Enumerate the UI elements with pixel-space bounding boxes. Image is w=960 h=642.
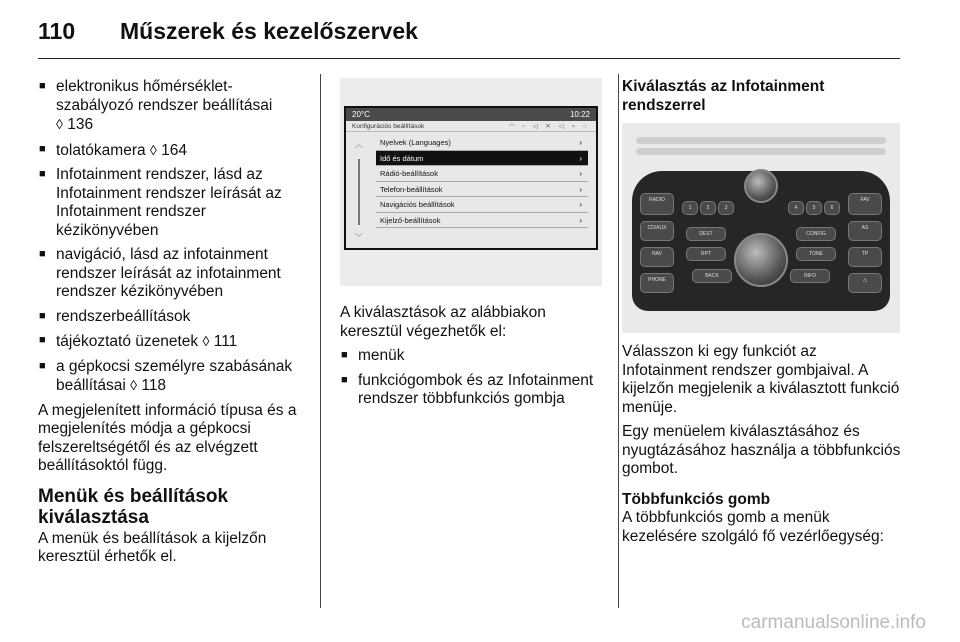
reference-arrow-icon: ◊: [130, 377, 138, 393]
rpt-button: RPT: [686, 247, 726, 261]
volume-knob: [744, 169, 778, 203]
chevron-right-icon: ›: [579, 200, 582, 209]
menu-item-languages[interactable]: Nyelvek (Languages) ›: [376, 135, 588, 151]
reference-arrow-icon: ◊: [56, 116, 63, 132]
paragraph: A menük és beállítások a kijelzőn keresztül érhetők el.: [38, 529, 267, 565]
temperature: 20°C: [352, 110, 370, 119]
config-button: CONFIG: [796, 227, 836, 241]
scroll-down-icon[interactable]: ﹀: [355, 232, 363, 242]
fav-button: FAV: [848, 193, 882, 215]
preset-button: 4: [788, 201, 804, 215]
radio-button: RADIO: [640, 193, 674, 215]
list-item: ■ rendszerbeállítások: [38, 308, 306, 327]
menu-item-display[interactable]: Kijelző-beállítások ›: [376, 213, 588, 229]
tp-button: TP: [848, 247, 882, 267]
preset-button: 2: [700, 201, 716, 215]
paragraph: A többfunkciós gomb a menük kezelésére szolgáló fő vezérlőegység:: [622, 509, 884, 545]
page-reference[interactable]: ◊ 136: [56, 116, 94, 133]
list-item: ■ elektronikus hőmérséklet-szabályozó rendszer beállításai ◊ 136: [38, 78, 306, 135]
cd-aux-button: CD/AUX: [640, 221, 674, 241]
chevron-right-icon: ›: [579, 215, 582, 225]
clock: 10:22: [569, 110, 590, 119]
watermark: carmanualsonline.info: [741, 612, 926, 633]
header-rule: [38, 58, 900, 59]
column-2: [340, 78, 602, 415]
page-number: 110: [38, 18, 76, 44]
panel-body: [632, 171, 890, 311]
section-heading: Kiválasztás az Infotainment rendszerrel: [622, 78, 825, 114]
cd-slot: [636, 148, 886, 155]
status-icons: ◠ ▫ ◁ ✕ ◁ ⌁ ○: [508, 123, 590, 130]
page-header: [38, 18, 418, 45]
page-reference[interactable]: ◊ 164: [149, 141, 188, 159]
selection-methods-list: [340, 347, 602, 409]
info-button: INFO: [790, 269, 830, 283]
scrollbar[interactable]: [354, 136, 364, 242]
list-item: ■ menük: [340, 347, 602, 366]
settings-menu: [376, 135, 588, 228]
menu-item-phone[interactable]: Telefon-beállítások ›: [376, 182, 588, 198]
list-item: ■ tájékoztató üzenetek ◊ 111: [38, 332, 306, 352]
chevron-right-icon: ›: [579, 184, 582, 194]
page-reference[interactable]: ◊ 118: [130, 377, 167, 394]
column-divider: [618, 74, 619, 608]
screen-title: Konfigurációs beállítások: [352, 123, 425, 130]
list-item: ■ navigáció, lásd az infotainment rendszer leírását az infotainment rendszer kézikönyvében: [38, 246, 306, 302]
preset-button: 5: [806, 201, 822, 215]
preset-button: 3: [718, 201, 734, 215]
preset-button: 1: [682, 201, 698, 215]
tone-button: TONE: [796, 247, 836, 261]
settings-list: [38, 78, 306, 396]
chevron-right-icon: ›: [579, 169, 582, 178]
display-screenshot: [340, 78, 602, 286]
page-title: Műszerek és kezelőszervek: [120, 18, 418, 44]
subsection-heading: Többfunkciós gomb: [622, 490, 771, 508]
back-button: BACK: [692, 269, 732, 283]
paragraph: Válasszon ki egy funkciót az Infotainment rendszer gombjaival. A kijelzőn megjelenik a kiválasztott funkció menüje.: [622, 343, 900, 416]
preset-button: 6: [824, 201, 840, 215]
list-item: ■ funkciógombok és az Infotainment rendszer többfunkciós gombja: [340, 372, 602, 409]
list-item: ■ tolatókamera ◊ 164: [38, 141, 306, 161]
scroll-track: [358, 159, 360, 225]
paragraph: A kiválasztások az alábbiakon keresztül végezhetők el:: [340, 304, 546, 340]
page-reference[interactable]: ◊ 111: [202, 333, 238, 350]
multifunction-knob: [734, 233, 788, 287]
paragraph: Egy menüelem kiválasztásához és nyugtázásához használja a többfunkciós gombot.: [622, 423, 901, 477]
menu-item-time-date[interactable]: Idő és dátum ›: [376, 151, 588, 167]
nav-button: NAV: [640, 247, 674, 267]
infotainment-screen: [344, 106, 598, 250]
paragraph: A megjelenített információ típusa és a megjelenítés módja a gépkocsi felszereltségétől és az elvégzett beállításoktól függ.: [38, 401, 297, 474]
control-panel-photo: [622, 123, 900, 333]
column-1: [38, 78, 306, 573]
scroll-up-icon[interactable]: ︿: [355, 140, 363, 149]
as-button: AS: [848, 221, 882, 241]
column-3: [622, 78, 904, 552]
screen-status-bar: [346, 108, 596, 121]
dest-button: DEST: [686, 227, 726, 241]
cd-slot: [636, 137, 886, 144]
hazard-button: △: [848, 273, 882, 293]
chevron-right-icon: ›: [579, 138, 582, 147]
screen-title-bar: [346, 121, 596, 132]
list-item: ■ a gépkocsi személyre szabásának beállításai ◊ 118: [38, 358, 306, 396]
phone-button: PHONE: [640, 273, 674, 293]
list-item: ■ Infotainment rendszer, lásd az Infotainment rendszer leírását az Infotainment rendszer kézikönyvében: [38, 166, 306, 240]
reference-arrow-icon: ◊: [202, 333, 210, 349]
menu-item-radio[interactable]: Rádió-beállítások ›: [376, 166, 588, 182]
section-heading: Menük és beállítások kiválasztása: [38, 485, 229, 528]
column-divider: [320, 74, 321, 608]
chevron-right-icon: ›: [579, 153, 582, 163]
reference-arrow-icon: ◊: [149, 141, 157, 158]
menu-item-navigation[interactable]: Navigációs beállítások ›: [376, 197, 588, 213]
